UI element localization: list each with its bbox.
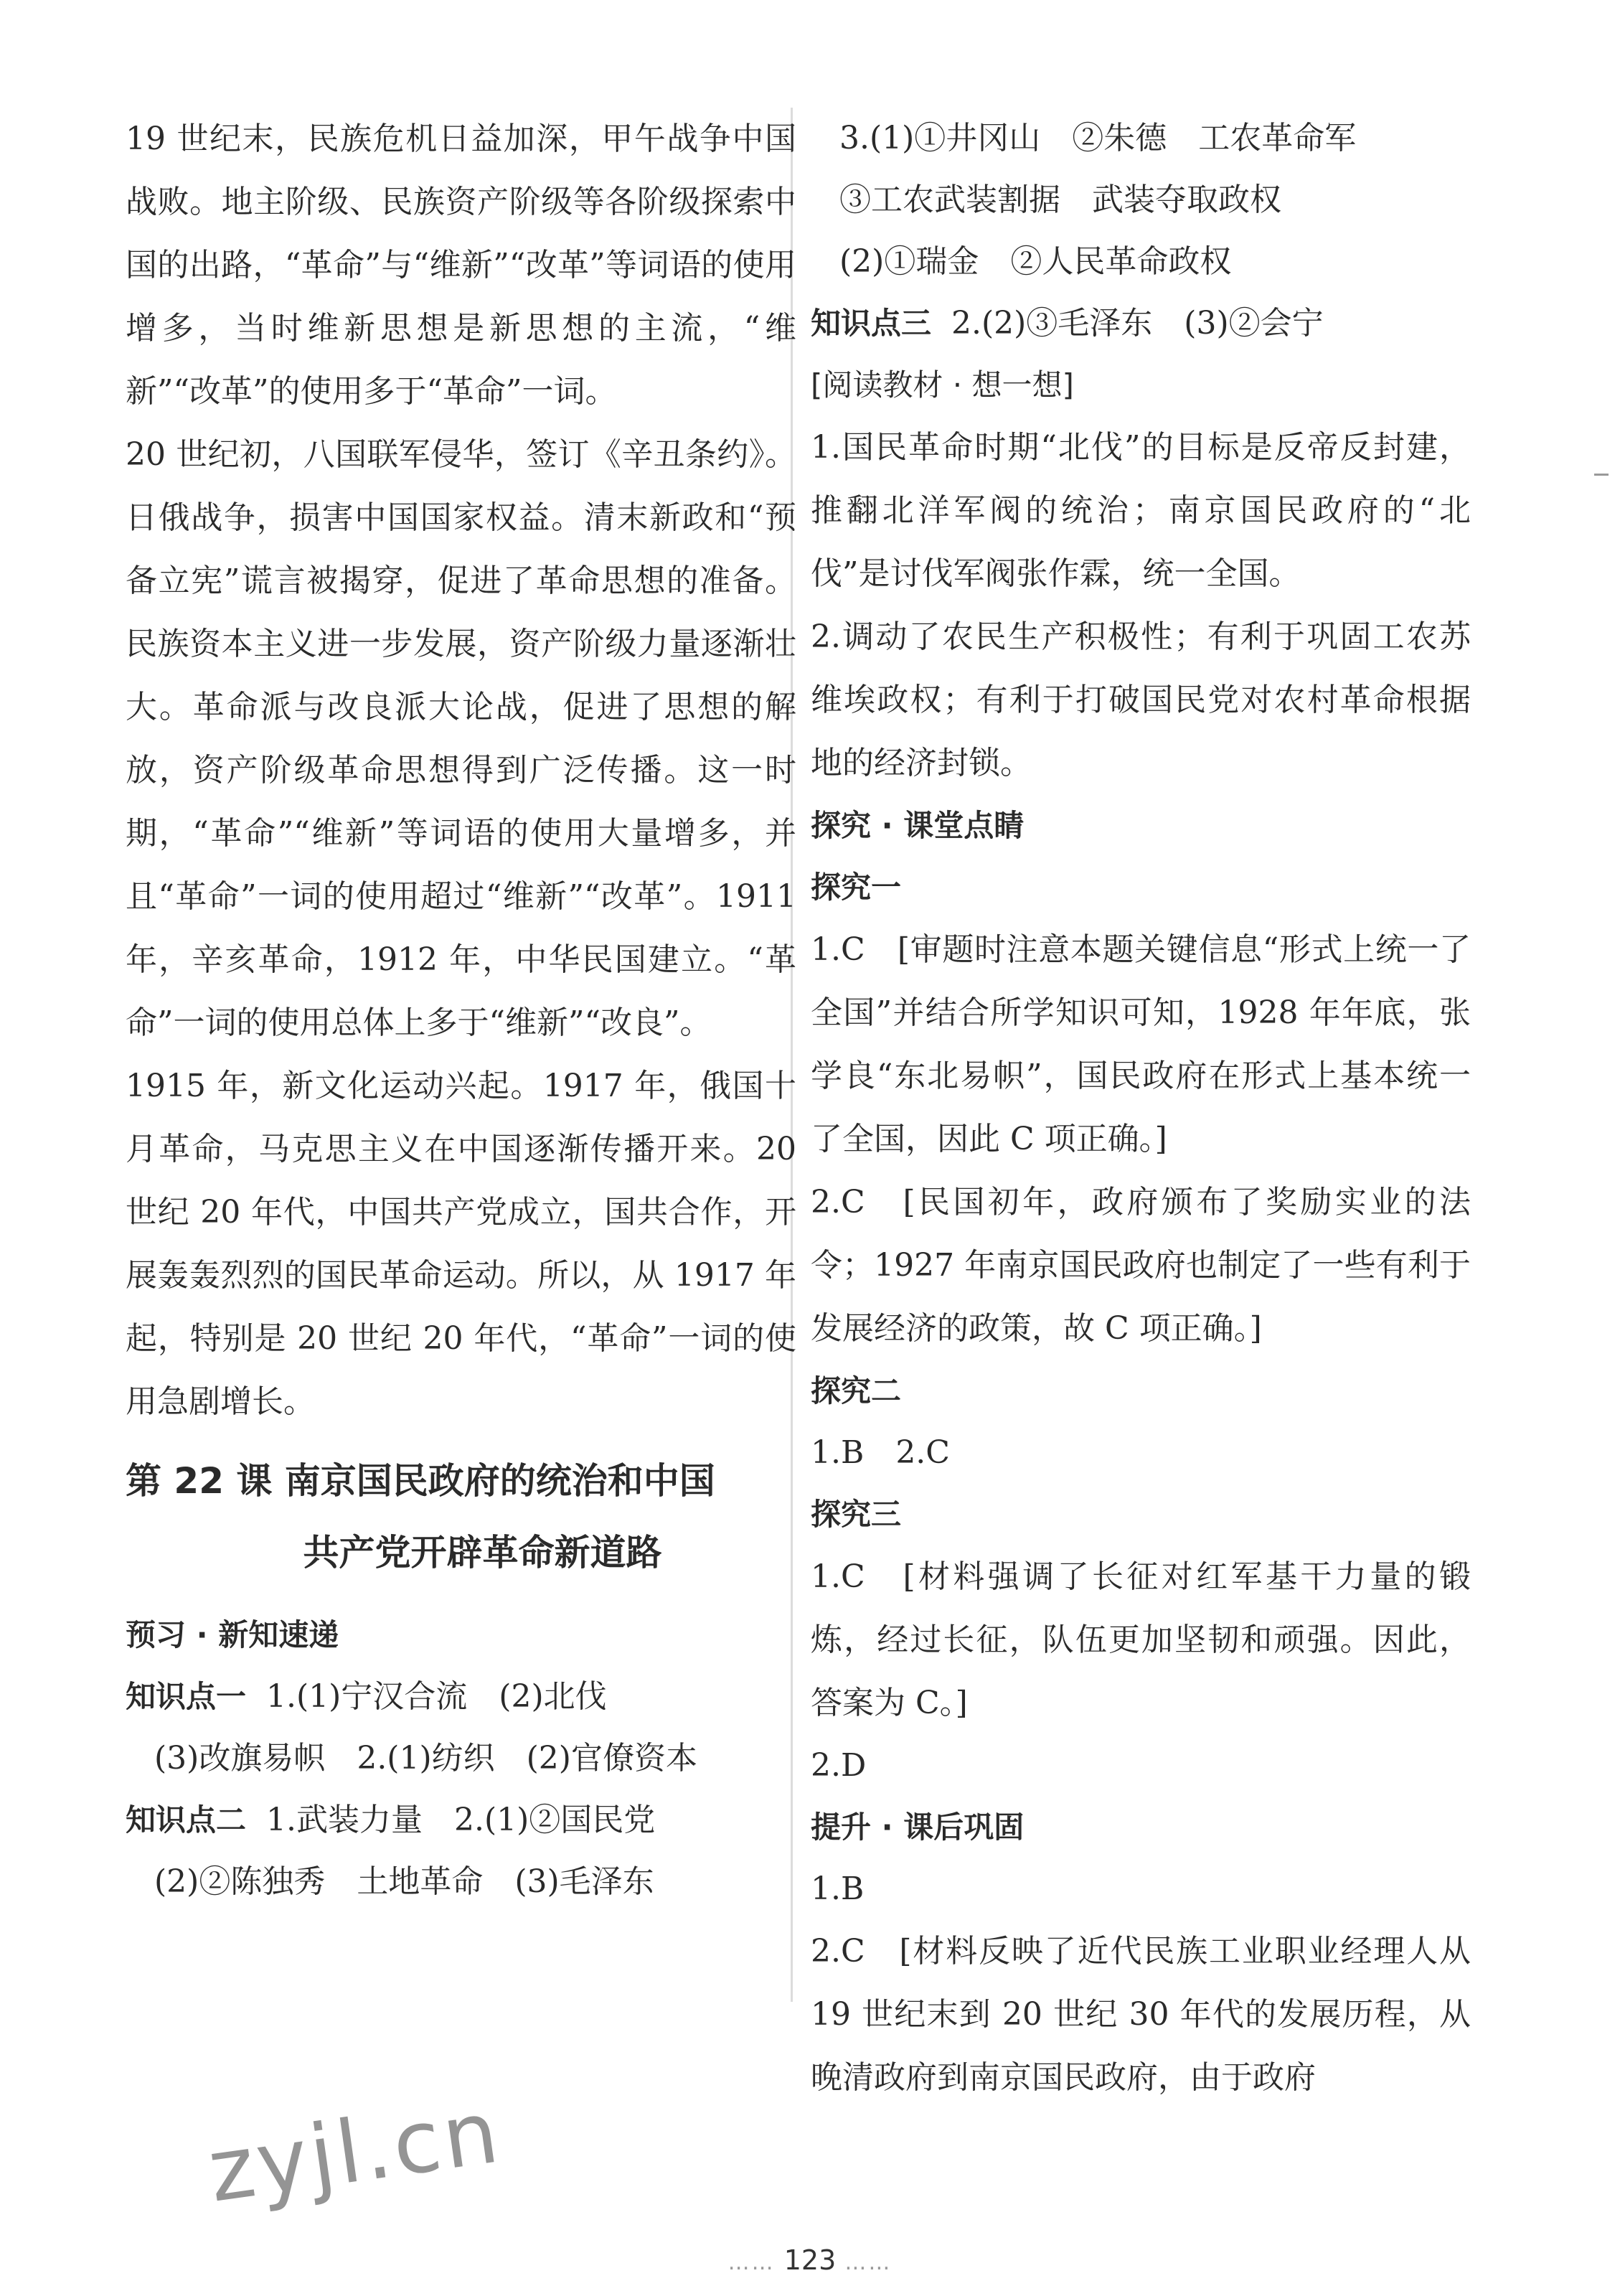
answer-3-line-1: 3.(1)①井冈山 ②朱德 工农革命军 bbox=[839, 120, 1357, 156]
edge-mark bbox=[1594, 474, 1609, 476]
read-textbook-heading: [阅读教材 · 想一想] bbox=[811, 367, 1074, 403]
page-number-dots-left: …… bbox=[727, 2250, 776, 2275]
kp1-label: 知识点一 bbox=[126, 1679, 247, 1714]
section-explore-heading: 探究 · 课堂点睛 bbox=[811, 808, 1025, 843]
left-column bbox=[126, 108, 796, 1913]
explore-3-item-1: 1.C [材料强调了长征对红军基干力量的锻炼，经过长征，队伍更加坚韧和顽强。因此，答案为 C。] bbox=[811, 1558, 1471, 1721]
answer-3-line-2: ③工农武装割据 武装夺取政权 bbox=[839, 182, 1281, 218]
explore-2-heading: 探究二 bbox=[811, 1373, 902, 1408]
improve-item-1: 1.B bbox=[811, 1871, 865, 1907]
paragraph-1: 19 世纪末，民族危机日益加深，甲午战争中国战败。地主阶级、民族资产阶级等各阶级探索中国的出路，“革命”与“维新”“改革”等词语的使用增多，当时维新思想是新思想的主流，“维新”“改革”的使用多于“革命”一词。 bbox=[126, 121, 796, 410]
knowledge-point-1 bbox=[126, 1666, 796, 1728]
knowledge-point-2 bbox=[126, 1789, 796, 1851]
lesson-title-line-1: 第 22 课 南京国民政府的统治和中国 bbox=[126, 1460, 715, 1502]
explore-2-answers: 1.B 2.C bbox=[811, 1434, 950, 1471]
watermark-logo: zyjl.cn bbox=[202, 2082, 507, 2222]
explore-1-heading: 探究一 bbox=[811, 870, 902, 905]
explore-1-item-2: 2.C [民国初年，政府颁布了奖励实业的法令；1927 年南京国民政府也制定了一些有利于发展经济的政策，故 C 项正确。] bbox=[811, 1184, 1471, 1347]
kp1-continuation: (3)改旗易帜 2.(1)纺织 (2)官僚资本 bbox=[154, 1740, 697, 1777]
explore-1-item-1: 1.C [审题时注意本题关键信息“形式上统一了全国”并结合所学知识可知，1928 年年底，张学良“东北易帜”，国民政府在形式上基本统一了全国，因此 C 项正确。] bbox=[811, 931, 1471, 1157]
knowledge-point-3 bbox=[811, 293, 1471, 354]
kp1-text: 1.(1)宁汉合流 (2)北伐 bbox=[266, 1678, 607, 1715]
paragraph-3: 1915 年，新文化运动兴起。1917 年，俄国十月革命，马克思主义在中国逐渐传播开来。20 世纪 20 年代，中国共产党成立，国共合作，开展轰轰烈烈的国民革命运动。所以，从 1917 年起，特别是 20 世纪 20 年代，“革命”一词的使用急剧增长。 bbox=[126, 1068, 796, 1420]
page-number bbox=[0, 2244, 1620, 2276]
section-preview-heading: 预习 · 新知速递 bbox=[126, 1617, 339, 1652]
read-item-2: 2.调动了农民生产积极性；有利于巩固工农苏维埃政权；有利于打破国民党对农村革命根据地的经济封锁。 bbox=[811, 618, 1471, 781]
page-number-dots-right: …… bbox=[844, 2250, 893, 2275]
page-number-value: 123 bbox=[783, 2244, 837, 2276]
paragraph-2: 20 世纪初，八国联军侵华，签订《辛丑条约》。日俄战争，损害中国国家权益。清末新政和“预备立宪”谎言被揭穿，促进了革命思想的准备。民族资本主义进一步发展，资产阶级力量逐渐壮大。革命派与改良派大论战，促进了思想的解放，资产阶级革命思想得到广泛传播。这一时期，“革命”“维新”等词语的使用大量增多，并且“革命”一词的使用超过“维新”“改革”。1911 年，辛亥革命，1912 年，中华民国建立。“革命”一词的使用总体上多于“维新”“改良”。 bbox=[126, 436, 796, 1041]
explore-3-heading: 探究三 bbox=[811, 1497, 902, 1532]
section-improve-heading: 提升 · 课后巩固 bbox=[811, 1810, 1025, 1845]
lesson-title-line-2: 共产党开辟革命新道路 bbox=[303, 1532, 662, 1573]
kp2-continuation: (2)②陈独秀 土地革命 (3)毛泽东 bbox=[154, 1863, 654, 1900]
kp2-text: 1.武装力量 2.(1)②国民党 bbox=[266, 1802, 656, 1838]
read-item-1: 1.国民革命时期“北伐”的目标是反帝反封建，推翻北洋军阀的统治；南京国民政府的“北伐”是讨伐军阀张作霖，统一全国。 bbox=[811, 429, 1471, 592]
kp3-label: 知识点三 bbox=[811, 306, 932, 341]
answer-3-line-3: (2)①瑞金 ②人民革命政权 bbox=[839, 243, 1232, 280]
right-column bbox=[811, 108, 1471, 2109]
lesson-title bbox=[126, 1445, 796, 1589]
explore-3-item-2: 2.D bbox=[811, 1747, 867, 1784]
kp2-label: 知识点二 bbox=[126, 1802, 247, 1838]
improve-item-2: 2.C [材料反映了近代民族工业职业经理人从 19 世纪末到 20 世纪 30 年代的发展历程，从晚清政府到南京国民政府，由于政府 bbox=[811, 1933, 1471, 2096]
kp3-text: 2.(2)③毛泽东 (3)②会宁 bbox=[951, 305, 1324, 342]
